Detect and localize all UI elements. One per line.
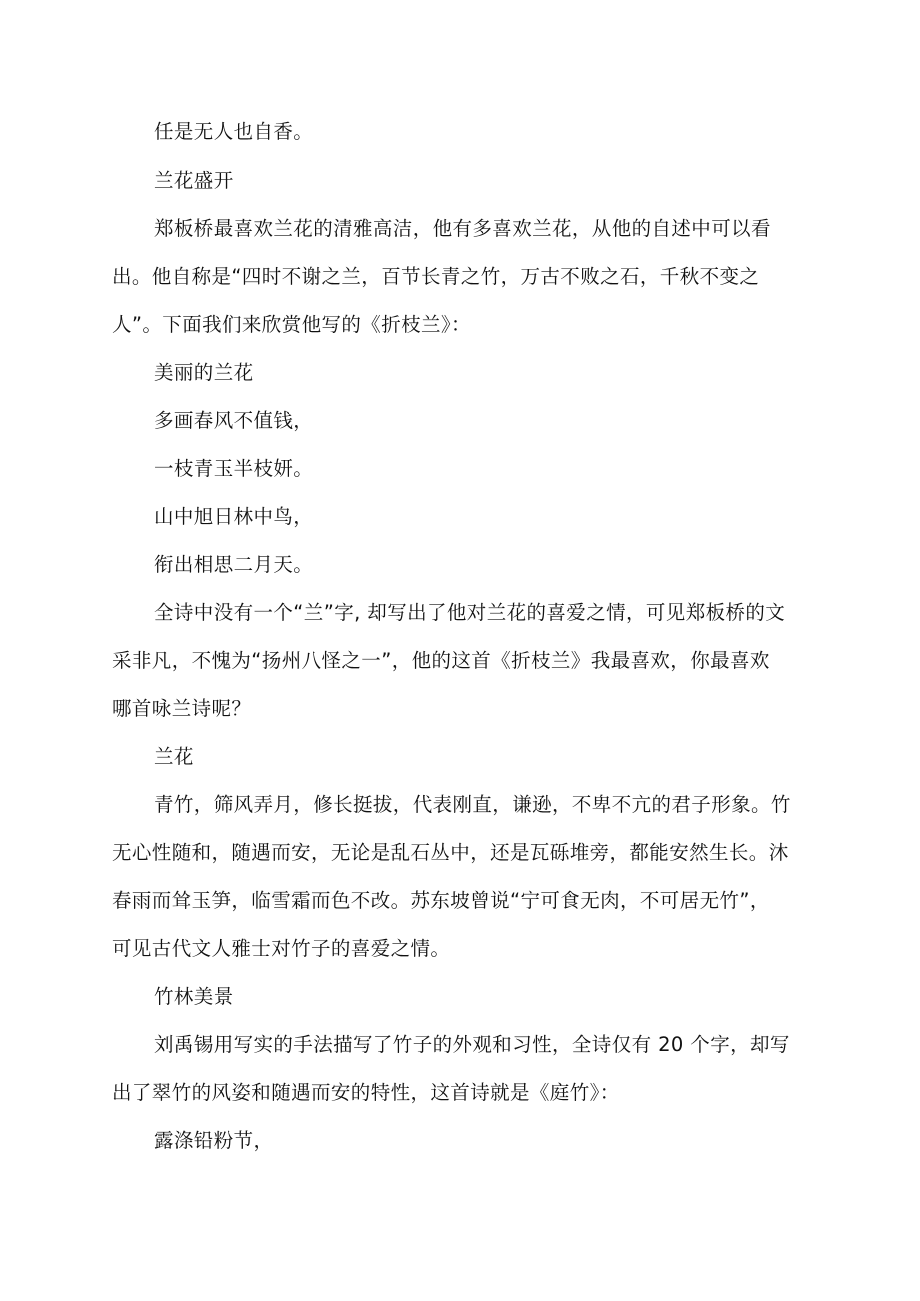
paragraph-line: 无心性随和，随遇而安，无论是乱石丛中，还是瓦砾堆旁，都能安然生长。沐 [112, 841, 789, 864]
paragraph-line: 春雨而耸玉笋，临雪霜而色不改。苏东坡曾说“宁可食无肉，不可居无竹”， [112, 889, 770, 912]
image-caption: 美丽的兰花 [154, 361, 254, 384]
paragraph-line: 出。他自称是“四时不谢之兰，百节长青之竹，万古不败之石，千秋不变之 [112, 265, 760, 288]
poem-line: 山中旭日林中鸟， [154, 505, 314, 528]
image-caption: 兰花盛开 [154, 169, 234, 192]
paragraph-line: 哪首咏兰诗呢？ [112, 697, 252, 720]
poem-line: 一枝青玉半枝妍。 [154, 457, 314, 480]
paragraph-line: 出了翠竹的风姿和随遇而安的特性，这首诗就是《庭竹》： [112, 1081, 620, 1104]
poem-line: 衔出相思二月天。 [154, 553, 314, 576]
paragraph-line: 全诗中没有一个“兰”字, 却写出了他对兰花的喜爱之情，可见郑板桥的文 [154, 601, 786, 624]
paragraph-line: 郑板桥最喜欢兰花的清雅高洁，他有多喜欢兰花，从他的自述中可以看 [154, 217, 771, 240]
poem-line: 多画春风不值钱， [154, 409, 314, 432]
poem-line: 露涤铅粉节， [154, 1129, 274, 1152]
paragraph-line: 可见古代文人雅士对竹子的喜爱之情。 [112, 937, 451, 960]
paragraph-line: 青竹，筛风弄月，修长挺拔，代表刚直，谦逊，不卑不亢的君子形象。竹 [154, 793, 791, 816]
image-caption: 兰花 [154, 745, 194, 768]
paragraph-line: 刘禹锡用写实的手法描写了竹子的外观和习性，全诗仅有 20 个字，却写 [154, 1033, 790, 1056]
image-caption: 竹林美景 [154, 985, 234, 1008]
paragraph-line: 采非凡，不愧为“扬州八怪之一”，他的这首《折枝兰》我最喜欢，你最喜欢 [112, 649, 770, 672]
paragraph-line: 人”。下面我们来欣赏他写的《折枝兰》： [112, 313, 471, 336]
poem-line: 任是无人也自香。 [154, 120, 314, 143]
